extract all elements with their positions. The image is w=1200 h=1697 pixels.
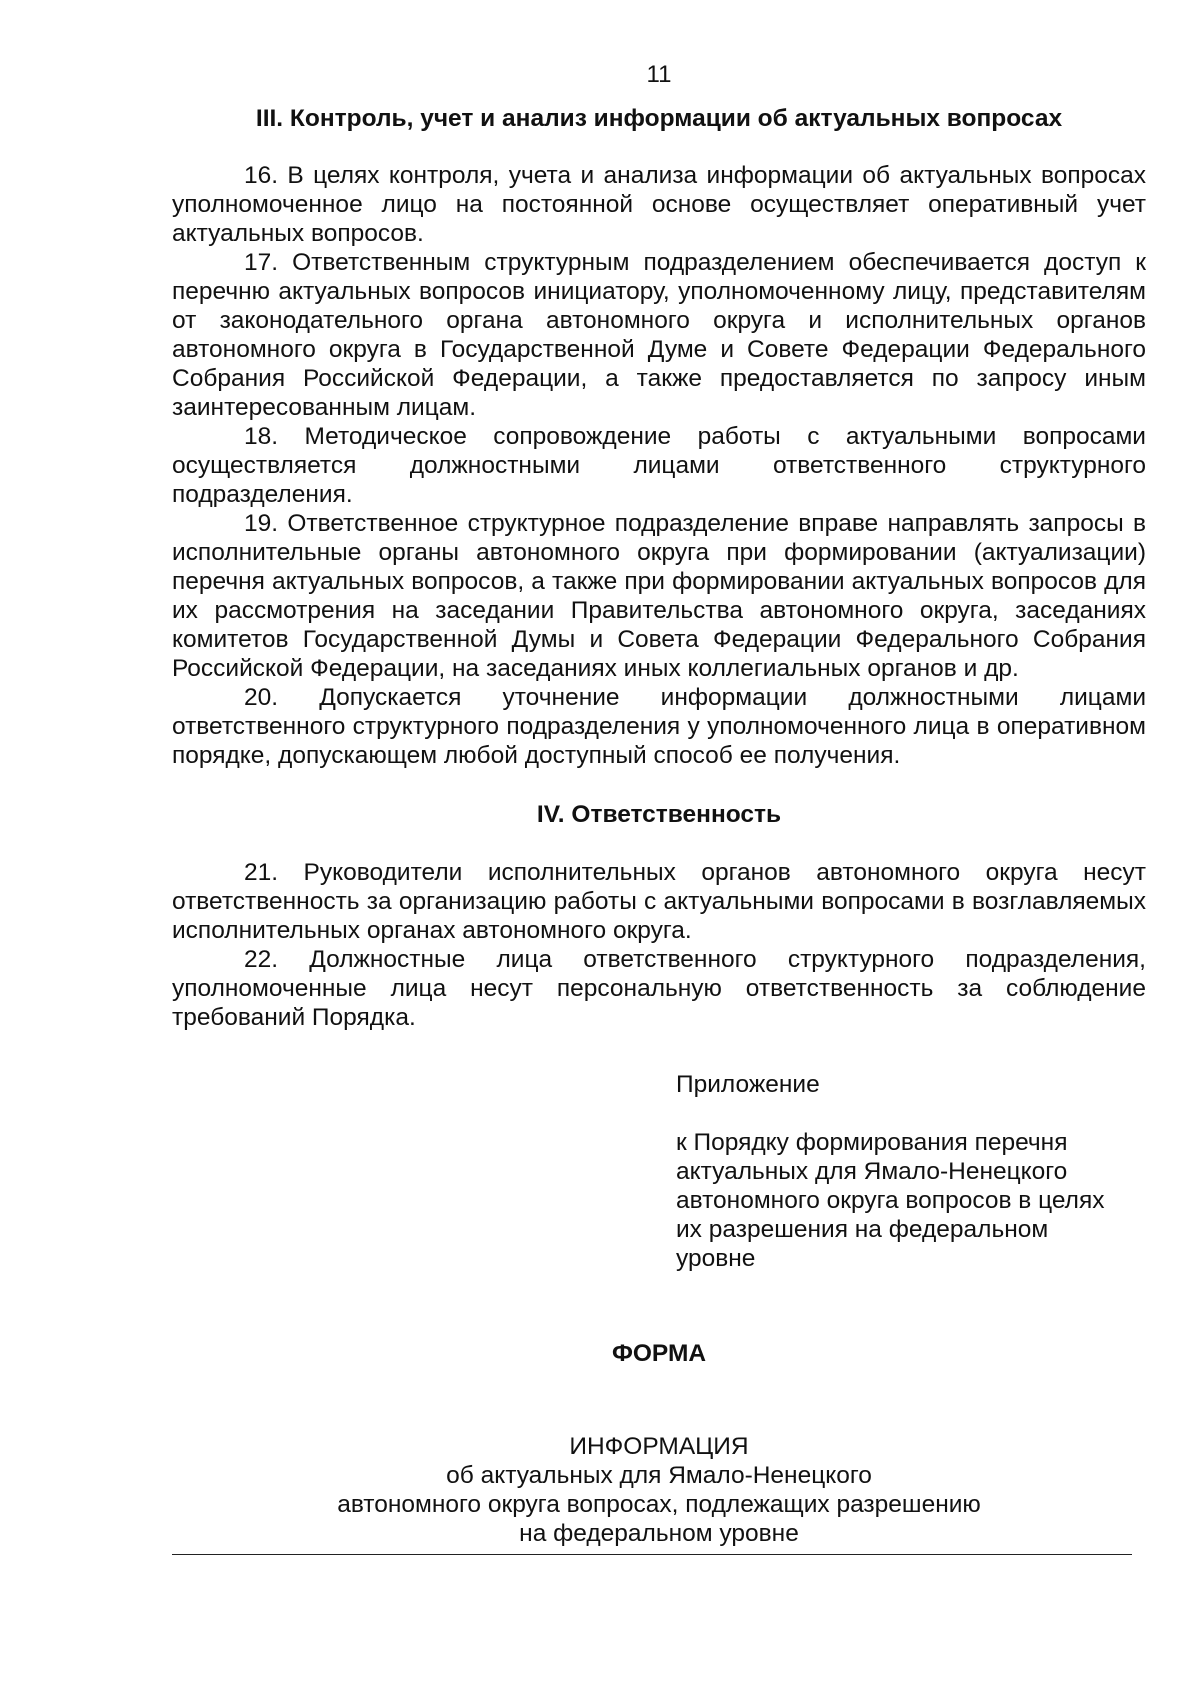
paragraph-17: 17. Ответственным структурным подразделением обеспечивается доступ к перечню актуальных вопросов инициатору, уполномоченному лицу, представителям от законодательного органа автономного округа и исполнительных органов автономного округа в Государственной Думе и Совете Федерации Федерального Собрания Российской Федерации, а также предоставляется по запросу иным заинтересованным лицам. (172, 249, 1146, 421)
appendix-line: актуальных для Ямало-Ненецкого (676, 1158, 1068, 1185)
info-heading-line: об актуальных для Ямало-Ненецкого (446, 1462, 872, 1489)
page-number: 11 (646, 61, 672, 88)
paragraph-18: 18. Методическое сопровождение работы с актуальными вопросами осуществляется должностными лицами ответственного структурного подразделения. (172, 423, 1146, 508)
paragraph-20: 20. Допускается уточнение информации должностными лицами ответственного структурного подразделения у уполномоченного лица в оперативном порядке, допускающем любой доступный способ ее получения. (172, 684, 1146, 769)
paragraph-22: 22. Должностные лица ответственного структурного подразделения, уполномоченные лица несут персональную ответственность за соблюдение требований Порядка. (172, 946, 1146, 1031)
paragraph-21: 21. Руководители исполнительных органов автономного округа несут ответственность за организацию работы с актуальными вопросами в возглавляемых исполнительных органах автономного округа. (172, 859, 1146, 944)
form-title: ФОРМА (611, 1340, 707, 1367)
info-heading-line: ИНФОРМАЦИЯ (569, 1433, 749, 1460)
appendix-line: к Порядку формирования перечня (676, 1129, 1068, 1156)
info-heading-line: на федеральном уровне (519, 1520, 799, 1547)
paragraph-16: 16. В целях контроля, учета и анализа информации об актуальных вопросах уполномоченное лицо на постоянной основе осуществляет оперативный учет актуальных вопросов. (172, 162, 1146, 247)
section-title-responsibility: IV. Ответственность (536, 801, 782, 828)
appendix-label: Приложение (676, 1071, 820, 1098)
section-body-control (172, 161, 1146, 770)
section-body-responsibility (172, 858, 1146, 1032)
appendix-block (676, 1070, 1146, 1273)
appendix-line: их разрешения на федеральном (676, 1216, 1049, 1243)
appendix-line: уровне (676, 1245, 756, 1272)
section-title-control: III. Контроль, учет и анализ информации об актуальных вопросах (255, 105, 1063, 132)
document-page (172, 60, 1146, 1555)
appendix-text (676, 1128, 1146, 1273)
info-heading-block (172, 1432, 1146, 1548)
appendix-line: автономного округа вопросов в целях (676, 1187, 1105, 1214)
paragraph-19: 19. Ответственное структурное подразделение вправе направлять запросы в исполнительные органы автономного округа при формировании (актуализации) перечня актуальных вопросов, а также при формировании актуальных вопросов для их рассмотрения на заседании Правительства автономного округа, заседаниях комитетов Государственной Думы и Совета Федерации Федерального Собрания Российской Федерации, на заседаниях иных коллегиальных органов и др. (172, 510, 1146, 682)
info-heading-line: автономного округа вопросах, подлежащих разрешению (337, 1491, 981, 1518)
underline-rule (172, 1554, 1132, 1555)
